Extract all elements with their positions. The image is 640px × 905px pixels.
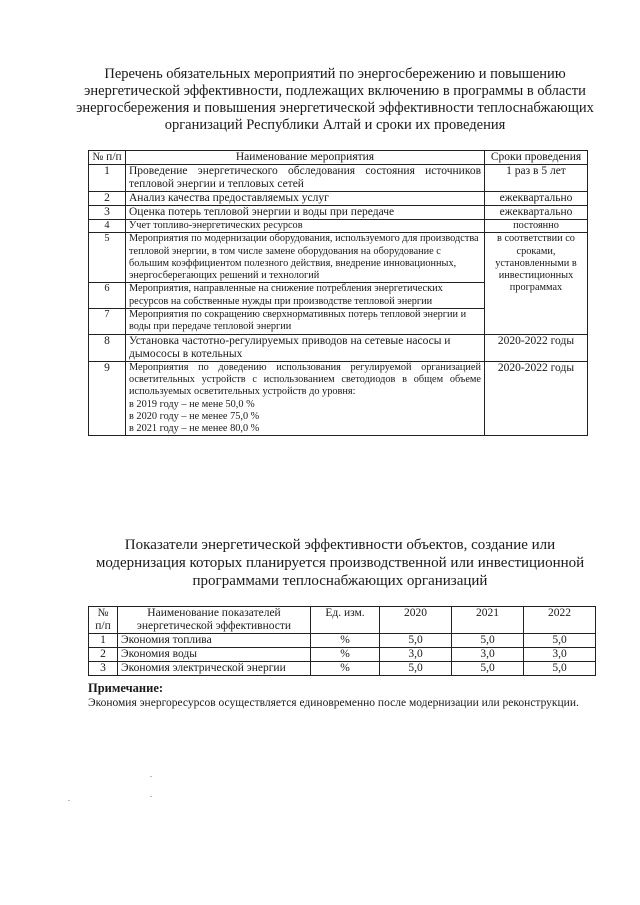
table-row [89, 192, 588, 206]
row-num: 7 [89, 309, 126, 335]
header-num: № п/п [89, 607, 118, 634]
row-2021: 5,0 [452, 634, 524, 648]
row-unit: % [311, 648, 380, 662]
row-term: 1 раз в 5 лет [485, 165, 588, 192]
header-unit: Ед. изм. [311, 607, 380, 634]
row-2021: 5,0 [452, 662, 524, 676]
row-name: Мероприятия по модернизации оборудования, используемого для производства тепловой энергии, в том числе замене оборудования на оборудование с большим коэффициентом полезного действия, внедрение инновационных, энергосберегающих решений и технологий [126, 233, 485, 283]
measures-table [88, 150, 588, 436]
header-name: Наименование показателей энергетической эффективности [118, 607, 311, 634]
note-text: Экономия энергоресурсов осуществляется единовременно после модернизации или реконструкции. [88, 697, 579, 709]
note-title: Примечание: [88, 681, 164, 695]
row-name-text: Мероприятия по доведению использования регулируемой организацией осветительных устройств с использованием светодиодов в общем объеме используемых осветительных устройств до уровня: [129, 361, 481, 398]
table-row [89, 648, 596, 662]
row-name: Учет топливо-энергетических ресурсов [126, 220, 485, 233]
row-name: Мероприятия, направленные на снижение потребления энергетических ресурсов на собственные нужды при производстве тепловой энергии [126, 283, 485, 309]
level-item: в 2019 году – не мене 50,0 % [129, 398, 255, 410]
header-num: № п/п [89, 151, 126, 165]
table-row [89, 220, 588, 233]
row-num: 2 [89, 192, 126, 206]
table-row [89, 361, 588, 436]
row-num: 1 [89, 165, 126, 192]
header-2022: 2022 [524, 607, 596, 634]
row-name: Мероприятия по сокращению сверхнормативных потерь тепловой энергии и воды при передаче тепловой энергии [126, 309, 485, 335]
row-term: ежеквартально [485, 192, 588, 206]
row-term: 2020-2022 годы [485, 361, 588, 436]
row-num: 6 [89, 283, 126, 309]
document-title: Перечень обязательных мероприятий по энергосбережению и повышению энергетической эффективности, подлежащих включению в программы в области энергосбережения и повышения энергетической эффективности теплоснабжающих организаций Республики Алтай и сроки их проведения [76, 66, 594, 133]
table-row [89, 634, 596, 648]
header-2021: 2021 [452, 607, 524, 634]
row-name: Оценка потерь тепловой энергии и воды при передаче [126, 206, 485, 220]
indicators-table [88, 606, 596, 676]
row-num: 2 [89, 648, 118, 662]
section-title: Показатели энергетической эффективности объектов, создание или модернизация которых планируется производственной или инвестиционной программами теплоснабжающих организаций [95, 537, 585, 589]
row-unit: % [311, 662, 380, 676]
row-term: ежеквартально [485, 206, 588, 220]
row-name: Анализ качества предоставляемых услуг [126, 192, 485, 206]
row-term: в соответствии со сроками, установленными в инвестиционных программах [485, 233, 588, 334]
row-2022: 5,0 [524, 634, 596, 648]
row-2022: 5,0 [524, 662, 596, 676]
level-item: в 2021 году – не менее 80,0 % [129, 423, 260, 435]
scan-speck [68, 800, 70, 801]
scan-speck [150, 796, 152, 797]
row-term: постоянно [485, 220, 588, 233]
row-2021: 3,0 [452, 648, 524, 662]
level-item: в 2020 году – не менее 75,0 % [129, 410, 260, 422]
row-num: 3 [89, 206, 126, 220]
row-name: Установка частотно-регулируемых приводов на сетевые насосы и дымососы в котельных [126, 334, 485, 361]
table-row [89, 334, 588, 361]
header-name: Наименование мероприятия [126, 151, 485, 165]
row-num: 5 [89, 233, 126, 283]
row-num: 8 [89, 334, 126, 361]
row-unit: % [311, 634, 380, 648]
row-num: 1 [89, 634, 118, 648]
table-row [89, 165, 588, 192]
table-row [89, 662, 596, 676]
header-2020: 2020 [380, 607, 452, 634]
row-2020: 5,0 [380, 662, 452, 676]
row-name: Проведение энергетического обследования состояния источников тепловой энергии и тепловых сетей [126, 165, 485, 192]
row-num: 3 [89, 662, 118, 676]
row-name: Экономия топлива [118, 634, 311, 648]
row-2020: 5,0 [380, 634, 452, 648]
scan-speck [150, 776, 152, 777]
row-name [126, 361, 485, 436]
table-row [89, 233, 588, 283]
row-term: 2020-2022 годы [485, 334, 588, 361]
row-2022: 3,0 [524, 648, 596, 662]
row-num: 4 [89, 220, 126, 233]
row-2020: 3,0 [380, 648, 452, 662]
header-term: Сроки проведения [485, 151, 588, 165]
row-name: Экономия электрической энергии [118, 662, 311, 676]
table-header-row [89, 607, 596, 634]
table-header-row [89, 151, 588, 165]
table-row [89, 206, 588, 220]
row-name: Экономия воды [118, 648, 311, 662]
row-num: 9 [89, 361, 126, 436]
